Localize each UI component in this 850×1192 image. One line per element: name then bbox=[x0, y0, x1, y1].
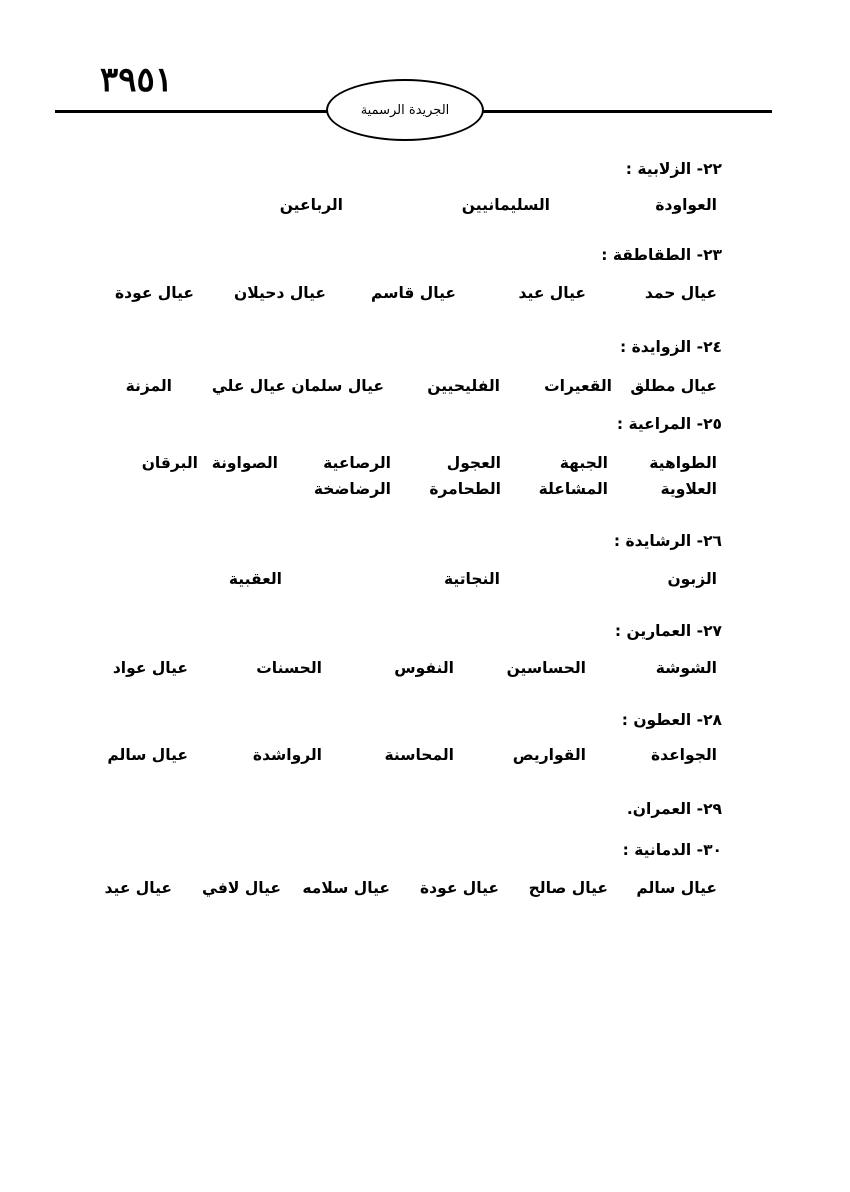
section-title: ٢٧- العمارين : bbox=[614, 622, 722, 640]
clan-name: الطحامرة bbox=[429, 480, 501, 498]
section-30 bbox=[623, 841, 722, 859]
clan-name: العواودة bbox=[655, 196, 717, 214]
section-27 bbox=[615, 622, 722, 640]
section-title: ٣٠- الدمانية : bbox=[622, 841, 722, 859]
section-29 bbox=[627, 800, 722, 818]
section-30-row bbox=[0, 879, 850, 901]
clan-name: الصواونة bbox=[211, 454, 278, 472]
clan-name: العقبية bbox=[228, 570, 282, 588]
clan-name: القعيرات bbox=[544, 377, 612, 395]
section-27-row bbox=[0, 659, 850, 681]
clan-name: الحساسين bbox=[506, 659, 586, 677]
clan-name: الفليحيين bbox=[427, 377, 500, 395]
section-26-row bbox=[0, 570, 850, 592]
clan-name: الرصاعية bbox=[323, 454, 391, 472]
clan-name: الشوشة bbox=[655, 659, 717, 677]
clan-name: عيال سلمان bbox=[291, 377, 384, 395]
clan-name: الرباعين bbox=[279, 196, 343, 214]
clan-name: عيال عيد bbox=[104, 879, 172, 897]
clan-name: عيال سالم bbox=[636, 879, 717, 897]
section-22-row bbox=[0, 196, 850, 218]
section-title: ٢٦- الرشايدة : bbox=[613, 532, 722, 550]
clan-name: المشاعلة bbox=[538, 480, 608, 498]
section-24-row bbox=[0, 377, 850, 399]
clan-name: عيال عودة bbox=[115, 284, 194, 302]
clan-name: السليمانيين bbox=[461, 196, 550, 214]
section-25-row-2 bbox=[0, 480, 850, 502]
clan-name: عيال مطلق bbox=[630, 377, 717, 395]
clan-name: النجاتية bbox=[444, 570, 500, 588]
section-title: ٢٥- المراعية : bbox=[616, 415, 722, 433]
clan-name: عيال عودة bbox=[420, 879, 499, 897]
section-28 bbox=[622, 711, 722, 729]
clan-name: عيال قاسم bbox=[371, 284, 456, 302]
section-24 bbox=[620, 338, 722, 356]
clan-name: عيال سلامه bbox=[302, 879, 390, 897]
clan-name: الحسنات bbox=[256, 659, 322, 677]
clan-name: عيال حمد bbox=[644, 284, 717, 302]
clan-name: عيال علي bbox=[211, 377, 286, 395]
clan-name: عيال صالح bbox=[528, 879, 608, 897]
clan-name: الزبون bbox=[667, 570, 717, 588]
page-number: ٣٩٥١ bbox=[100, 60, 174, 100]
clan-name: البرقان bbox=[141, 454, 198, 472]
gazette-title-oval bbox=[326, 79, 484, 141]
clan-name: عيال سالم bbox=[107, 746, 188, 764]
clan-name: الطواهية bbox=[649, 454, 717, 472]
section-25-row-1 bbox=[0, 454, 850, 476]
clan-name: المزنة bbox=[125, 377, 172, 395]
clan-name: الجبهة bbox=[559, 454, 608, 472]
section-title: ٢٤- الزوايدة : bbox=[620, 338, 722, 356]
clan-name: الرضاضخة bbox=[313, 480, 391, 498]
clan-name: عيال دحيلان bbox=[233, 284, 326, 302]
section-25 bbox=[617, 415, 722, 433]
section-23 bbox=[601, 246, 722, 264]
clan-name: عيال عواد bbox=[112, 659, 188, 677]
clan-name: المحاسنة bbox=[384, 746, 454, 764]
clan-name: القواريص bbox=[512, 746, 586, 764]
section-22 bbox=[626, 160, 722, 178]
clan-name: عيال لافي bbox=[202, 879, 281, 897]
clan-name: عيال عيد bbox=[518, 284, 586, 302]
section-title: ٢٩- العمران. bbox=[626, 800, 722, 818]
clan-name: النفوس bbox=[394, 659, 454, 677]
section-title: ٢٣- الطقاطقة : bbox=[601, 246, 722, 264]
section-28-row bbox=[0, 746, 850, 768]
clan-name: العجول bbox=[446, 454, 501, 472]
gazette-title: الجريدة الرسمية bbox=[360, 102, 450, 118]
section-26 bbox=[614, 532, 722, 550]
clan-name: الجواعدة bbox=[650, 746, 717, 764]
clan-name: الرواشدة bbox=[252, 746, 322, 764]
section-title: ٢٢- الزلابية : bbox=[625, 160, 722, 178]
section-title: ٢٨- العطون : bbox=[621, 711, 722, 729]
section-23-row bbox=[0, 284, 850, 306]
clan-name: العلاوية bbox=[660, 480, 717, 498]
